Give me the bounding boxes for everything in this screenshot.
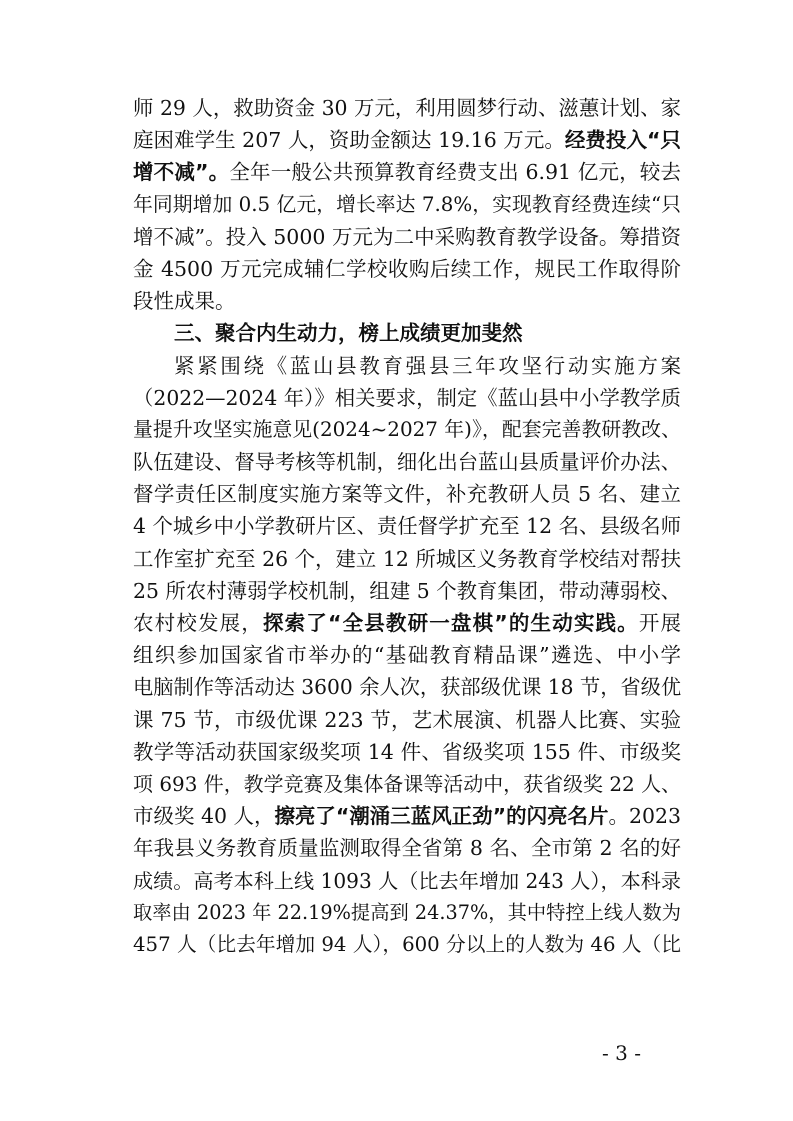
text-segment: 取率由 2023 年 22.19%提高到 24.37%，其中特控上线人数为 xyxy=(133,900,681,924)
text-segment: 增不减”。投入 5000 万元为二中采购教育教学设备。筹措资 xyxy=(133,224,681,249)
text-line xyxy=(133,156,681,188)
text-line xyxy=(133,543,681,575)
text-segment: 市级奖 40 人， xyxy=(133,804,275,829)
text-line xyxy=(133,897,681,929)
text-segment: 金 4500 万元完成辅仁学校收购后续工作，规民工作取得阶 xyxy=(133,256,681,281)
text-line xyxy=(133,285,681,317)
text-segment: 项 693 件，教学竞赛及集体备课等活动中，获省级奖 22 人、 xyxy=(133,771,681,796)
text-segment: 。2023 xyxy=(608,804,681,829)
text-line xyxy=(133,671,681,703)
text-line xyxy=(133,929,681,961)
text-line xyxy=(133,189,681,221)
text-line xyxy=(133,350,681,382)
text-segment: 队伍建设、督导考核等机制，细化出台蓝山县质量评价办法、 xyxy=(133,450,681,475)
text-segment: 电脑制作等活动达 3600 余人次，获部级优课 18 节，省级优 xyxy=(133,675,682,700)
bold-text-segment: 探索了“全县教研一盘棋”的生动实践。 xyxy=(262,611,639,635)
bold-text-segment: 经费投入“只 xyxy=(564,128,681,153)
text-line xyxy=(133,768,681,800)
text-line xyxy=(133,607,681,639)
text-segment: 成绩。高考本科上线 1093 人（比去年增加 243 人），本科录 xyxy=(133,868,681,893)
text-line xyxy=(133,92,681,124)
text-line xyxy=(133,478,681,510)
text-line xyxy=(133,510,681,542)
document-body xyxy=(133,92,681,961)
text-segment: 课 75 节，市级优课 223 节，艺术展演、机器人比赛、实验 xyxy=(133,707,681,732)
text-segment: 4 个城乡中小学教研片区、责任督学扩充至 12 名、县级名师 xyxy=(133,514,681,539)
text-line xyxy=(133,832,681,864)
text-segment: 全年一般公共预算教育经费支出 6.91 亿元，较去 xyxy=(229,160,681,185)
text-segment: 师 29 人，救助资金 30 万元，利用圆梦行动、滋蕙计划、家 xyxy=(133,96,681,120)
text-segment: 督学责任区制度实施方案等文件，补充教研人员 5 名、建立 xyxy=(133,482,681,507)
text-line xyxy=(133,382,681,414)
text-segment: 紧紧围绕《蓝山县教育强县三年攻坚行动实施方案 xyxy=(174,353,681,378)
section-heading xyxy=(133,317,681,349)
text-segment: （2022—2024 年）》相关要求，制定《蓝山县中小学教学质 xyxy=(133,385,681,410)
text-segment: 工作室扩充至 26 个，建立 12 所城区义务教育学校结对帮扶 xyxy=(133,546,681,571)
text-segment: 年同期增加 0.5 亿元，增长率达 7.8%，实现教育经费连续“只 xyxy=(133,192,681,216)
bold-text-segment: 增不减”。 xyxy=(133,160,230,185)
page-number: - 3 - xyxy=(602,1041,641,1065)
text-line xyxy=(133,414,681,446)
text-line xyxy=(133,865,681,897)
text-line xyxy=(133,124,681,156)
text-line xyxy=(133,639,681,671)
text-line xyxy=(133,446,681,478)
text-segment: 25 所农村薄弱学校机制，组建 5 个教育集团，带动薄弱校、 xyxy=(133,578,681,603)
text-line xyxy=(133,704,681,736)
text-segment: 457 人（比去年增加 94 人），600 分以上的人数为 46 人（比 xyxy=(133,932,682,956)
bold-text-segment: 三、聚合内生动力，榜上成绩更加斐然 xyxy=(174,321,523,346)
text-line xyxy=(133,736,681,768)
text-segment: 组织参加国家省市举办的“基础教育精品课”遴选、中小学 xyxy=(133,643,681,668)
text-segment: 量提升攻坚实施意见(2024~2027 年)》，配套完善教研教改、 xyxy=(133,417,681,441)
text-segment: 段性成果。 xyxy=(133,289,236,314)
text-segment: 农村校发展， xyxy=(133,611,263,635)
text-line xyxy=(133,800,681,832)
text-line xyxy=(133,221,681,253)
text-segment: 教学等活动获国家级奖项 14 件、省级奖项 155 件、市级奖 xyxy=(133,739,681,764)
text-segment: 开展 xyxy=(638,611,682,635)
text-segment: 年我县义务教育质量监测取得全省第 8 名、全市第 2 名的好 xyxy=(133,836,681,861)
text-line xyxy=(133,253,681,285)
text-segment: 庭困难学生 207 人，资助金额达 19.16 万元。 xyxy=(133,128,565,153)
bold-text-segment: 擦亮了“潮涌三蓝风正劲”的闪亮名片 xyxy=(274,804,609,829)
text-line xyxy=(133,575,681,607)
